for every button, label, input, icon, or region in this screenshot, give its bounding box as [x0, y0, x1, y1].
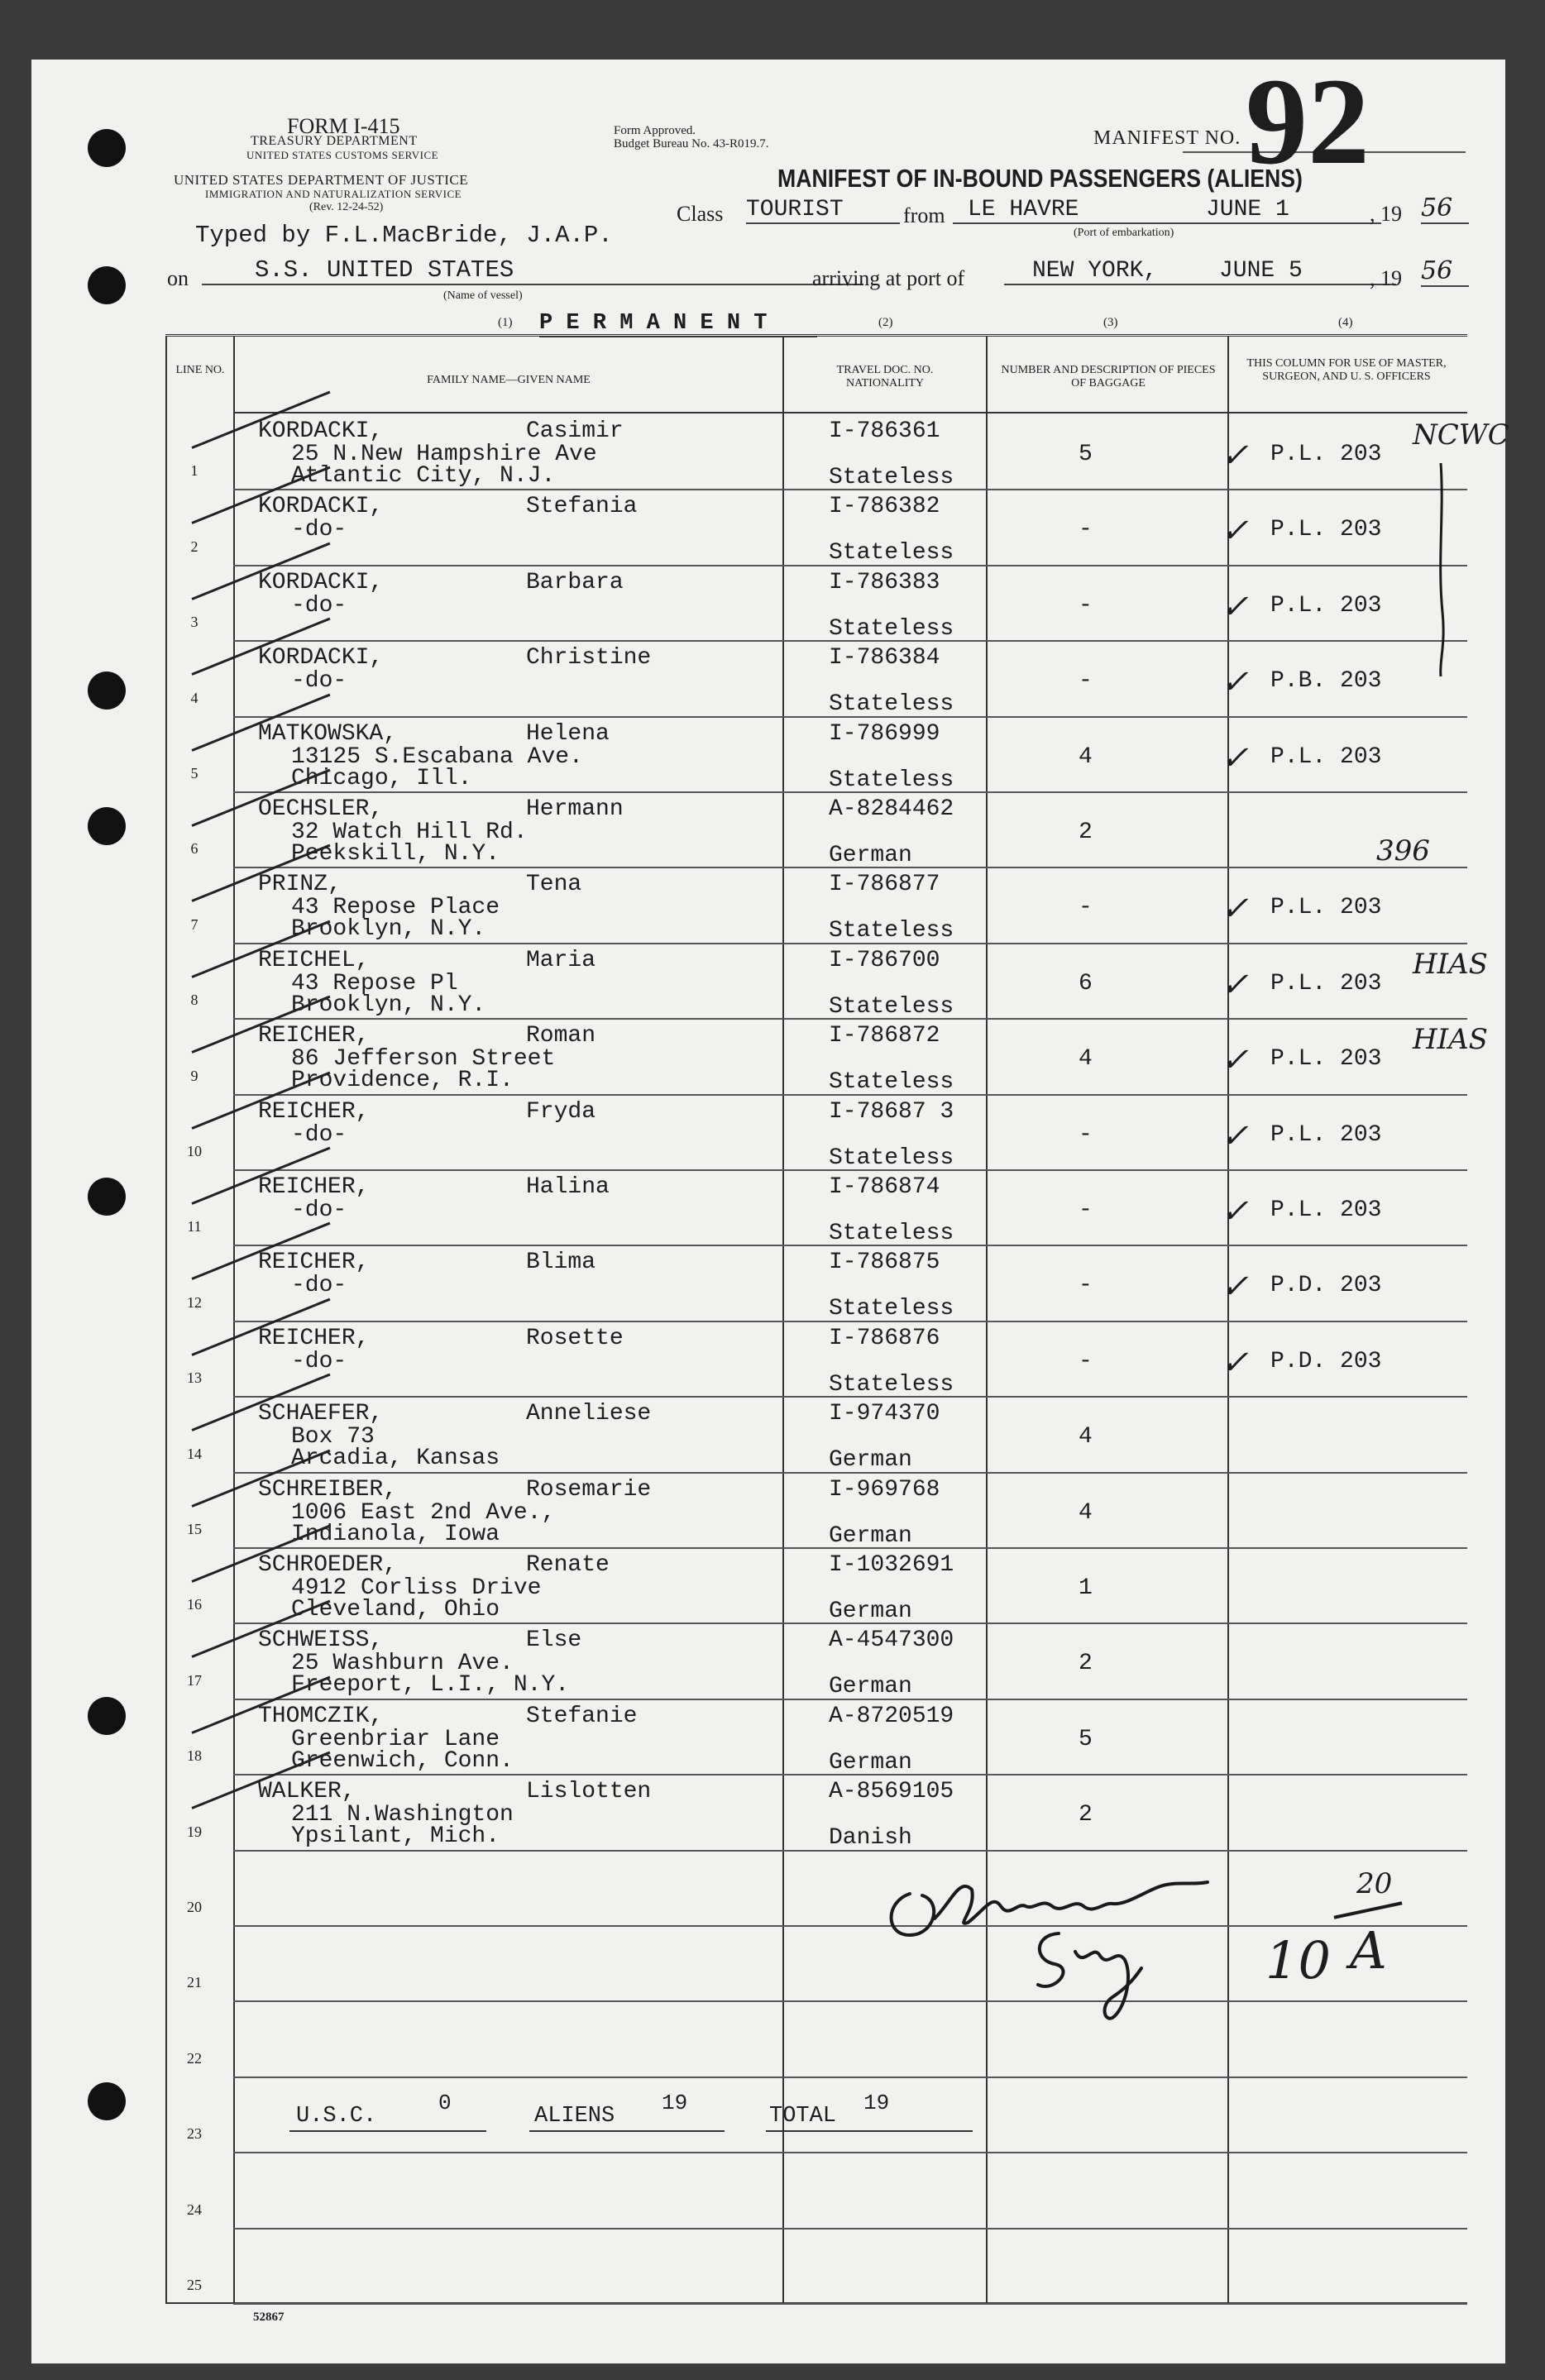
line-number: 17	[187, 1672, 202, 1689]
line-number: 8	[190, 992, 199, 1008]
officer-mark: P.L. 203	[1270, 895, 1382, 920]
given-name: Helena	[526, 721, 610, 747]
from-label: from	[903, 203, 945, 227]
check-mark: ✓	[1221, 739, 1249, 777]
manifest-number: 92	[1246, 53, 1370, 190]
col-line-no-header: LINE NO.	[175, 364, 225, 376]
family-name: KORDACKI,	[258, 570, 384, 595]
nationality: German	[829, 1674, 912, 1699]
year-1: 56	[1421, 194, 1469, 224]
travel-doc-no: A-4547300	[829, 1627, 954, 1653]
punch-hole	[88, 807, 126, 845]
nationality: Stateless	[829, 1372, 954, 1398]
check-mark: ✓	[1221, 1344, 1249, 1382]
address-line-2: Greenwich, Conn.	[291, 1748, 514, 1774]
address-line-1: 25 N.New Hampshire Ave	[291, 442, 597, 467]
line-number: 24	[187, 2201, 202, 2218]
baggage-count: -	[1079, 1197, 1093, 1223]
given-name: Lislotten	[526, 1779, 652, 1804]
aliens-underline	[529, 2130, 725, 2132]
class-label: Class	[677, 202, 724, 226]
family-name: PRINZ,	[258, 872, 342, 897]
on-label: on	[167, 266, 189, 290]
usc-underline	[289, 2130, 486, 2132]
address-line-2: Arcadia, Kansas	[291, 1446, 500, 1471]
given-name: Maria	[526, 948, 596, 973]
address-line-1: Greenbriar Lane	[291, 1727, 500, 1752]
address-line-2: Atlantic City, N.J.	[291, 463, 556, 489]
baggage-count: -	[1079, 668, 1093, 694]
officer-signature	[877, 1844, 1257, 2034]
officer-mark: P.L. 203	[1270, 1046, 1382, 1072]
total-label: TOTAL	[769, 2104, 837, 2129]
punch-hole	[88, 671, 126, 710]
baggage-count: 5	[1079, 442, 1093, 467]
officer-mark: P.L. 203	[1270, 744, 1382, 770]
punch-hole	[88, 129, 126, 167]
baggage-count: 2	[1079, 1802, 1093, 1828]
col-doc-header: TRAVEL DOC. NO. NATIONALITY	[836, 364, 934, 389]
family-name: THOMCZIK,	[258, 1704, 384, 1729]
travel-doc-no: I-786876	[829, 1326, 940, 1351]
officer-mark: P.L. 203	[1270, 517, 1382, 542]
family-name: SCHAEFER,	[258, 1401, 384, 1427]
line-number: 15	[187, 1521, 202, 1537]
officer-mark: P.D. 203	[1270, 1273, 1382, 1298]
check-mark: ✓	[1221, 512, 1249, 550]
arrival-port: NEW YORK,	[1004, 258, 1396, 285]
family-name: SCHROEDER,	[258, 1552, 398, 1578]
baggage-count: -	[1079, 895, 1093, 920]
vessel-caption: (Name of vessel)	[443, 289, 523, 302]
punch-hole	[88, 1697, 126, 1735]
agency-note: NCWC	[1413, 418, 1509, 452]
address-line-1: 211 N.Washington	[291, 1802, 514, 1828]
usc-value: 0	[438, 2091, 452, 2115]
travel-doc-no: I-786875	[829, 1250, 940, 1275]
line-number: 18	[187, 1747, 202, 1764]
total-value: 19	[863, 2091, 890, 2115]
baggage-count: 2	[1079, 1651, 1093, 1676]
line-number: 19	[187, 1823, 202, 1840]
year-2: 56	[1421, 256, 1469, 287]
status-word: P E R M A N E N T	[539, 311, 768, 336]
col-baggage-header: NUMBER AND DESCRIPTION OF PIECES OF BAGGAGE	[1001, 364, 1216, 389]
address-line-1: -do-	[291, 1197, 347, 1223]
family-name: REICHER,	[258, 1174, 370, 1200]
punch-hole	[88, 2082, 126, 2120]
punch-hole	[88, 1178, 126, 1216]
row-rule	[233, 1925, 1467, 1927]
travel-doc-no: I-786383	[829, 570, 940, 595]
ins-service: IMMIGRATION AND NATURALIZATION SERVICE	[205, 188, 462, 200]
given-name: Rosemarie	[526, 1477, 652, 1503]
table-left-border	[165, 336, 167, 2302]
table-top-rule	[165, 334, 1467, 337]
col-name-header: FAMILY NAME—GIVEN NAME	[427, 374, 591, 386]
manifest-no-label: MANIFEST NO.	[1093, 127, 1241, 149]
travel-doc-no: A-8284462	[829, 796, 954, 822]
family-name: WALKER,	[258, 1779, 356, 1804]
baggage-count: 1	[1079, 1575, 1093, 1601]
travel-doc-no: I-786872	[829, 1023, 940, 1049]
given-name: Else	[526, 1627, 582, 1653]
line-number: 3	[190, 614, 199, 630]
travel-doc-no: I-786384	[829, 645, 940, 671]
line-number: 23	[187, 2125, 202, 2142]
col3-number: (3)	[1103, 316, 1118, 329]
given-name: Tena	[526, 872, 582, 897]
travel-doc-no: A-8720519	[829, 1704, 954, 1729]
nationality: German	[829, 1523, 912, 1549]
family-name: REICHER,	[258, 1326, 370, 1351]
address-line-1: -do-	[291, 593, 347, 619]
address-line-1: -do-	[291, 517, 347, 542]
line-number: 7	[190, 916, 199, 933]
nationality: Stateless	[829, 994, 954, 1020]
nationality: Stateless	[829, 616, 954, 642]
nationality: Stateless	[829, 465, 954, 490]
col-officer-header: THIS COLUMN FOR USE OF MASTER, SURGEON, AND U. S. OFFICERS	[1246, 357, 1447, 383]
baggage-count: 2	[1079, 820, 1093, 845]
check-mark: ✓	[1221, 588, 1249, 626]
travel-doc-no: I-786877	[829, 872, 940, 897]
baggage-count: 6	[1079, 971, 1093, 996]
nationality: Stateless	[829, 1296, 954, 1321]
travel-doc-no: I-786874	[829, 1174, 940, 1200]
agency-note: HIAS	[1413, 948, 1488, 981]
address-line-1: -do-	[291, 668, 347, 694]
baggage-count: 4	[1079, 744, 1093, 770]
year-prefix-2: , 19	[1370, 266, 1402, 290]
address-line-1: 1006 East 2nd Ave.,	[291, 1500, 556, 1526]
manifest-title: MANIFEST OF IN-BOUND PASSENGERS (ALIENS)	[777, 164, 1303, 193]
family-name: REICHER,	[258, 1023, 370, 1049]
nationality: German	[829, 1447, 912, 1473]
agency-bracket	[1431, 463, 1456, 678]
address-line-2: Chicago, Ill.	[291, 766, 472, 791]
travel-doc-no: I-786361	[829, 418, 940, 444]
nationality: Stateless	[829, 918, 954, 944]
officer-mark: P.B. 203	[1270, 668, 1382, 694]
baggage-count: 4	[1079, 1500, 1093, 1526]
justice-dept: UNITED STATES DEPARTMENT OF JUSTICE	[174, 172, 469, 188]
address-line-1: 32 Watch Hill Rd.	[291, 820, 528, 845]
address-line-1: Box 73	[291, 1424, 375, 1450]
nationality: German	[829, 1599, 912, 1624]
line-number: 13	[187, 1369, 202, 1386]
treasury-dept: TREASURY DEPARTMENT	[251, 134, 418, 148]
line-number: 20	[187, 1899, 202, 1915]
line-number: 6	[190, 840, 199, 857]
travel-doc-no: I-969768	[829, 1477, 940, 1503]
travel-doc-no: A-8569105	[829, 1779, 954, 1804]
budget-bureau: Budget Bureau No. 43-R019.7.	[614, 137, 769, 151]
officer-mark: P.D. 203	[1270, 1349, 1382, 1374]
check-mark: ✓	[1221, 1268, 1249, 1306]
baggage-count: -	[1079, 517, 1093, 542]
usc-label: U.S.C.	[296, 2104, 377, 2129]
officer-mark: P.L. 203	[1270, 1122, 1382, 1148]
arrival-date: JUNE 5	[1219, 258, 1303, 284]
address-line-1: 13125 S.Escabana Ave.	[291, 744, 583, 770]
family-name: SCHREIBER,	[258, 1477, 398, 1503]
check-mark: ✓	[1221, 1192, 1249, 1231]
row-rule	[233, 2228, 1467, 2229]
officer-mark: P.L. 203	[1270, 593, 1382, 619]
check-mark: ✓	[1221, 663, 1249, 701]
line-number: 14	[187, 1446, 202, 1462]
check-mark: ✓	[1221, 966, 1249, 1004]
col1-number: (1)	[498, 316, 513, 329]
travel-doc-no: I-1032691	[829, 1552, 954, 1578]
revision: (Rev. 12-24-52)	[309, 201, 384, 213]
line-number: 9	[190, 1068, 199, 1084]
address-line-2: Freeport, L.I., N.Y.	[291, 1672, 570, 1698]
officer-mark: P.L. 203	[1270, 1197, 1382, 1223]
family-name: OECHSLER,	[258, 796, 384, 822]
travel-doc-no: I-786382	[829, 494, 940, 519]
address-line-1: 25 Washburn Ave.	[291, 1651, 514, 1676]
address-line-2: Peekskill, N.Y.	[291, 841, 500, 867]
given-name: Fryda	[526, 1099, 596, 1125]
baggage-count: -	[1079, 1273, 1093, 1298]
nationality: German	[829, 1750, 912, 1775]
baggage-count: 4	[1079, 1046, 1093, 1072]
address-line-2: Indianola, Iowa	[291, 1522, 500, 1547]
line-number: 10	[187, 1143, 202, 1159]
nationality: Stateless	[829, 1221, 954, 1246]
nationality: Stateless	[829, 540, 954, 566]
officer-mark: P.L. 203	[1270, 971, 1382, 996]
address-line-1: -do-	[291, 1273, 347, 1298]
row-rule	[233, 2152, 1467, 2153]
given-name: Stefanie	[526, 1704, 638, 1729]
given-name: Hermann	[526, 796, 624, 822]
given-name: Christine	[526, 645, 652, 671]
agency-note: 396	[1376, 834, 1430, 867]
baggage-count: -	[1079, 593, 1093, 619]
line-number: 5	[190, 765, 199, 781]
nationality: Stateless	[829, 1145, 954, 1171]
fraction-top: 20	[1356, 1867, 1393, 1900]
address-line-1: -do-	[291, 1122, 347, 1148]
vessel-name: S.S. UNITED STATES	[202, 256, 863, 285]
year-prefix-1: , 19	[1370, 202, 1402, 226]
address-line-1: 4912 Corliss Drive	[291, 1575, 542, 1601]
line-number: 21	[187, 1974, 202, 1991]
line-number: 16	[187, 1596, 202, 1613]
address-line-2: Ypsilant, Mich.	[291, 1823, 500, 1849]
nationality: German	[829, 843, 912, 868]
col4-number: (4)	[1338, 316, 1353, 329]
family-name: SCHWEISS,	[258, 1627, 384, 1653]
baggage-count: 4	[1079, 1424, 1093, 1450]
family-name: KORDACKI,	[258, 494, 384, 519]
baggage-count: -	[1079, 1122, 1093, 1148]
address-line-1: 43 Repose Place	[291, 895, 500, 920]
fraction-bottom: A	[1350, 1920, 1387, 1981]
address-line-2: Providence, R.I.	[291, 1068, 514, 1093]
address-line-1: 86 Jefferson Street	[291, 1046, 556, 1072]
line-number: 1	[190, 462, 199, 479]
baggage-count: 5	[1079, 1727, 1093, 1752]
officer-mark: P.L. 203	[1270, 442, 1382, 467]
family-name: REICHER,	[258, 1099, 370, 1125]
row-rule	[233, 2000, 1467, 2002]
aliens-label: ALIENS	[534, 2104, 615, 2129]
row-rule	[233, 2303, 1467, 2305]
travel-doc-no: I-786999	[829, 721, 940, 747]
given-name: Blima	[526, 1250, 596, 1275]
nationality: Stateless	[829, 691, 954, 717]
embark-date: JUNE 1	[1206, 197, 1289, 222]
typed-by: Typed by F.L.MacBride, J.A.P.	[195, 222, 613, 249]
agency-note: HIAS	[1413, 1023, 1488, 1056]
aliens-value: 19	[662, 2091, 688, 2115]
address-line-2: Cleveland, Ohio	[291, 1597, 500, 1623]
given-name: Roman	[526, 1023, 596, 1049]
family-name: KORDACKI,	[258, 645, 384, 671]
embark-port: LE HAVRE	[953, 197, 1381, 224]
check-mark: ✓	[1221, 890, 1249, 928]
given-name: Casimir	[526, 418, 624, 444]
family-name: REICHEL,	[258, 948, 370, 973]
family-name: MATKOWSKA,	[258, 721, 398, 747]
baggage-count: -	[1079, 1349, 1093, 1374]
form-approved: Form Approved.	[614, 124, 696, 137]
check-mark: ✓	[1221, 1117, 1249, 1155]
line-number: 2	[190, 538, 199, 555]
class-value: TOURIST	[746, 197, 900, 224]
given-name: Anneliese	[526, 1401, 652, 1427]
given-name: Renate	[526, 1552, 610, 1578]
customs-service: UNITED STATES CUSTOMS SERVICE	[246, 149, 439, 161]
check-mark: ✓	[1221, 437, 1249, 475]
arriving-label: arriving at port of	[812, 266, 965, 290]
address-line-2: Brooklyn, N.Y.	[291, 916, 486, 942]
line-number: 11	[187, 1218, 202, 1235]
family-name: REICHER,	[258, 1250, 370, 1275]
check-mark: ✓	[1221, 1041, 1249, 1079]
punch-hole	[88, 266, 126, 304]
line-number: 12	[187, 1294, 202, 1311]
embark-port-caption: (Port of embarkation)	[1074, 227, 1174, 239]
given-name: Halina	[526, 1174, 610, 1200]
line-number: 22	[187, 2050, 202, 2067]
row-rule	[233, 2077, 1467, 2078]
total-underline	[766, 2130, 973, 2132]
form-id: FORM I-415	[287, 114, 400, 138]
given-name: Rosette	[526, 1326, 624, 1351]
line-number: 4	[190, 690, 199, 706]
nationality: Stateless	[829, 1069, 954, 1095]
address-line-2: Brooklyn, N.Y.	[291, 992, 486, 1018]
given-name: Barbara	[526, 570, 624, 595]
travel-doc-no: I-786700	[829, 948, 940, 973]
address-line-1: -do-	[291, 1349, 347, 1374]
travel-doc-no: I-974370	[829, 1401, 940, 1427]
line-number: 25	[187, 2277, 202, 2293]
nationality: Danish	[829, 1825, 912, 1851]
travel-doc-no: I-78687 3	[829, 1099, 954, 1125]
print-code: 52867	[253, 2311, 285, 2324]
nationality: Stateless	[829, 767, 954, 793]
col2-number: (2)	[878, 316, 893, 329]
count-annotation: 10	[1265, 1930, 1331, 1991]
address-line-1: 43 Repose Pl	[291, 971, 458, 996]
family-name: KORDACKI,	[258, 418, 384, 444]
given-name: Stefania	[526, 494, 638, 519]
